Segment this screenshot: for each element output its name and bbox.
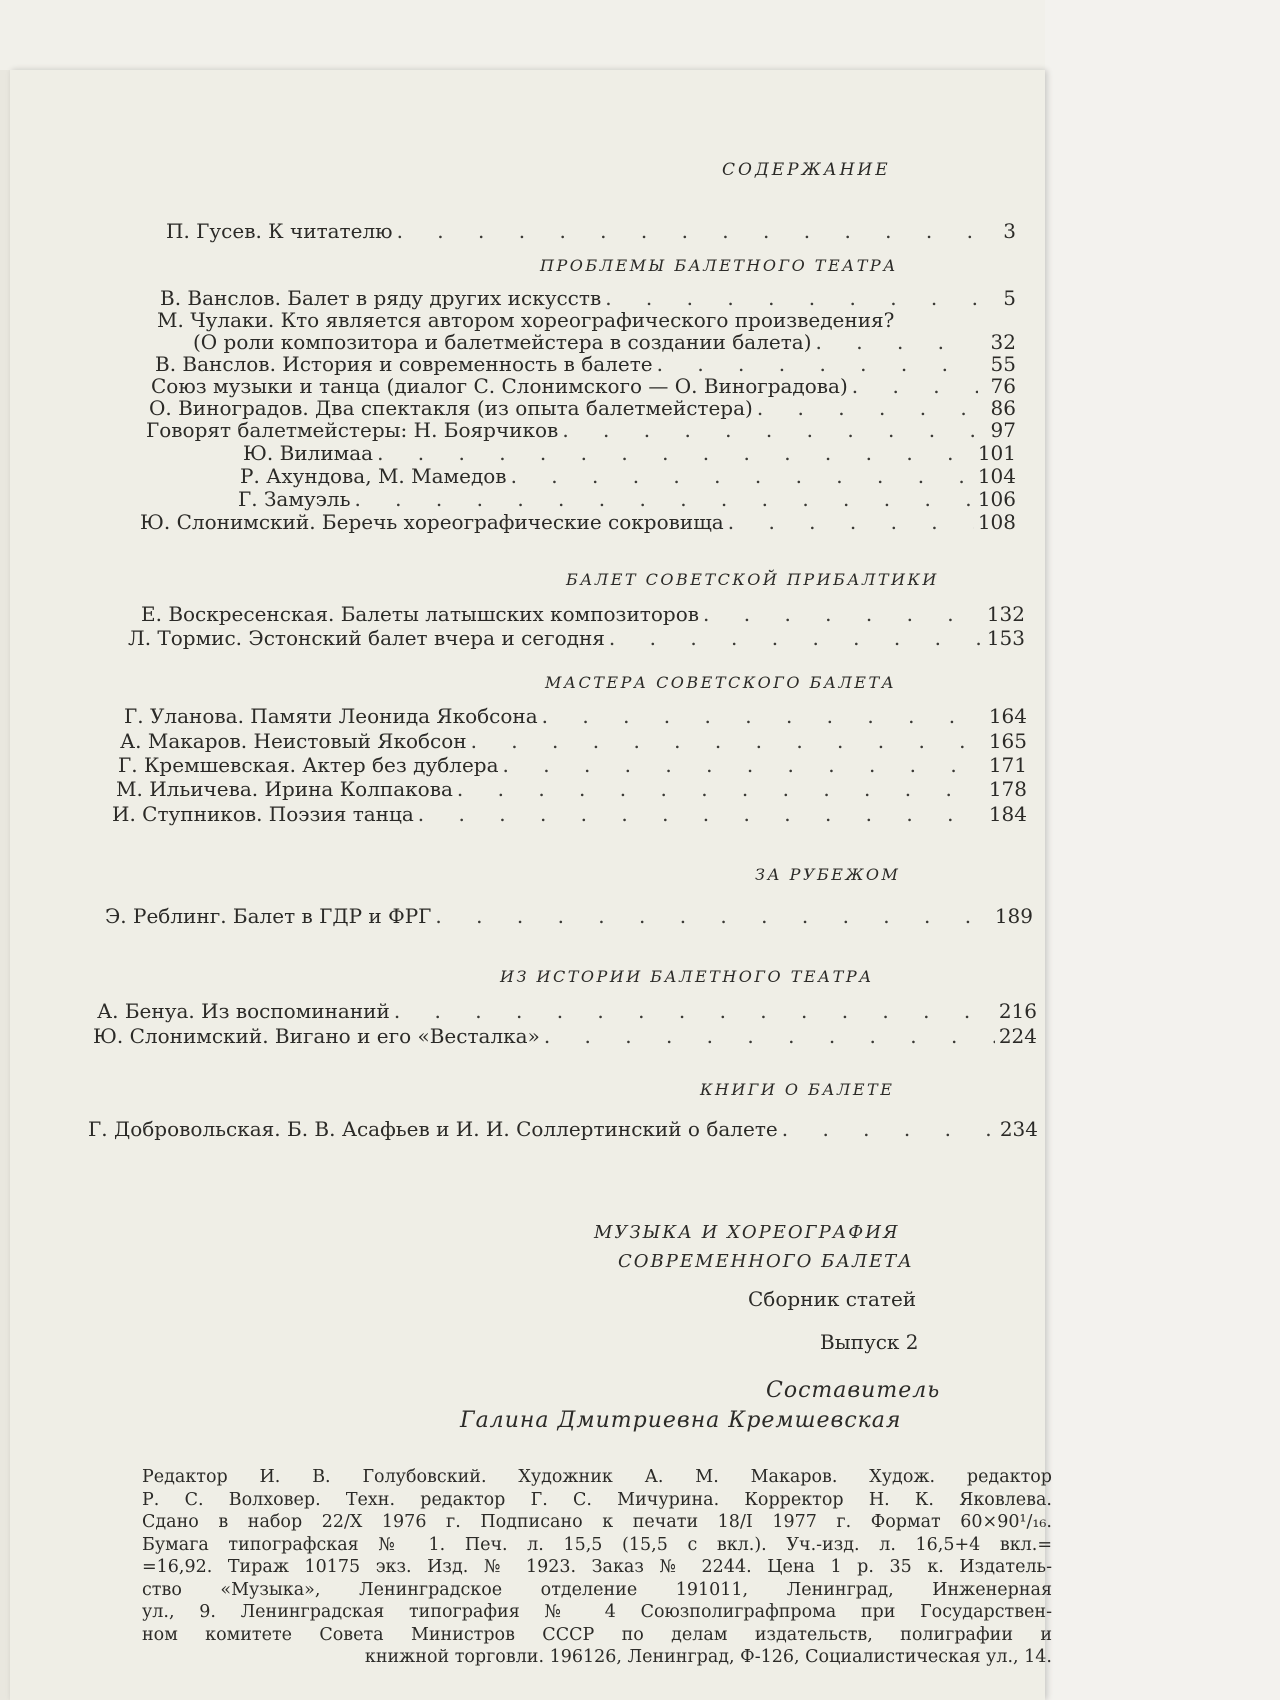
leader-dots bbox=[377, 442, 974, 464]
toc-entry bbox=[140, 511, 1016, 533]
toc-entry-page: 184 bbox=[988, 802, 1027, 826]
toc-entry-page: 234 bbox=[999, 1117, 1038, 1141]
toc-entry-text: И. Ступников. Поэзия танца bbox=[112, 802, 414, 826]
contents-title: СОДЕРЖАНИЕ bbox=[722, 160, 891, 180]
toc-entry-text: А. Бенуа. Из воспоминаний bbox=[97, 999, 390, 1023]
toc-entry-text: Г. Кремшевская. Актер без дублера bbox=[118, 753, 499, 777]
compiler-name: Галина Дмитриевна Кремшевская bbox=[460, 1408, 902, 1433]
toc-entry-text: (О роли композитора и балетмейстера в создании балета) bbox=[193, 330, 812, 354]
leader-dots bbox=[757, 397, 978, 419]
toc-entry-text: М. Чулаки. Кто является автором хореографического произведения? bbox=[157, 308, 895, 332]
toc-entry bbox=[238, 488, 1016, 510]
toc-entry-text: О. Виноградов. Два спектакля (из опыта балетмейстера) bbox=[149, 396, 753, 420]
imprint-line: ном комитете Совета Министров СССР по делам издательств, полиграфии и bbox=[142, 1624, 1052, 1645]
toc-entry bbox=[243, 442, 1016, 464]
imprint-block bbox=[142, 1466, 1052, 1669]
toc-entry-text: В. Ванслов. Балет в ряду других искусств bbox=[160, 286, 602, 310]
toc-entry-text: Г. Замуэль bbox=[238, 487, 351, 511]
leader-dots bbox=[511, 465, 974, 487]
toc-entry-text: В. Ванслов. История и современность в балете bbox=[155, 352, 653, 376]
leader-dots bbox=[852, 375, 978, 397]
toc-entry-page: 3 bbox=[1003, 219, 1016, 243]
toc-entry-page: 153 bbox=[986, 626, 1025, 650]
toc-entry-text: Г. Добровольская. Б. В. Асафьев и И. И. Соллертинский о балете bbox=[88, 1117, 778, 1141]
leader-dots bbox=[471, 730, 985, 752]
toc-entry-text: Говорят балетмейстеры: Н. Боярчиков bbox=[146, 418, 559, 442]
background-right bbox=[1045, 0, 1280, 1700]
compiler-label: Составитель bbox=[766, 1378, 941, 1403]
toc-entry-text: П. Гусев. К читателю bbox=[166, 219, 393, 243]
toc-entry-page: 164 bbox=[988, 704, 1027, 728]
section-title: МАСТЕРА СОВЕТСКОГО БАЛЕТА bbox=[545, 673, 897, 692]
leader-dots bbox=[457, 778, 985, 800]
toc-entry-text: М. Ильичева. Ирина Колпакова bbox=[116, 777, 453, 801]
toc-entry bbox=[124, 705, 1027, 727]
leader-dots bbox=[609, 627, 983, 649]
toc-entry-page: 32 bbox=[990, 330, 1016, 354]
imprint-line: Редактор И. В. Голубовский. Художник А. М. Макаров. Худож. редактор bbox=[142, 1467, 1052, 1487]
toc-entry bbox=[118, 754, 1027, 776]
toc-entry-text: Л. Тормис. Эстонский балет вчера и сегодня bbox=[128, 626, 605, 650]
issue-number: Выпуск 2 bbox=[820, 1330, 919, 1354]
section-title: ЗА РУБЕЖОМ bbox=[755, 865, 901, 884]
toc-entry bbox=[128, 627, 1025, 649]
toc-entry bbox=[151, 375, 1016, 397]
book-title-line2: СОВРЕМЕННОГО БАЛЕТА bbox=[618, 1251, 914, 1272]
toc-entry bbox=[112, 803, 1027, 825]
imprint-line: Сдано в набор 22/X 1976 г. Подписано к печати 18/I 1977 г. Формат 60×90¹/₁₆. bbox=[142, 1512, 1052, 1532]
toc-entry-text: Ю. Слонимский. Беречь хореографические сокровища bbox=[140, 510, 724, 534]
toc-entry bbox=[193, 331, 1016, 353]
book-title-line1: МУЗЫКА И ХОРЕОГРАФИЯ bbox=[594, 1222, 900, 1243]
imprint-line: ство «Музыка», Ленинградское отделение 191011, Ленинград, Инженерная bbox=[142, 1579, 1052, 1600]
toc-entry bbox=[155, 353, 1016, 375]
toc-entry-page: 132 bbox=[986, 602, 1025, 626]
toc-entry-page: 108 bbox=[977, 510, 1016, 534]
toc-entry-text: Ю. Слонимский. Вигано и его «Весталка» bbox=[93, 1024, 540, 1048]
toc-entry-text: А. Макаров. Неистовый Якобсон bbox=[120, 729, 467, 753]
toc-entry bbox=[146, 419, 1016, 441]
toc-entry-page: 97 bbox=[990, 418, 1016, 442]
toc-entry-page: 76 bbox=[990, 374, 1016, 398]
toc-entry-text: Г. Уланова. Памяти Леонида Якобсона bbox=[124, 704, 538, 728]
toc-entry-page: 101 bbox=[977, 441, 1016, 465]
toc-entry bbox=[240, 465, 1016, 487]
leader-dots bbox=[728, 511, 974, 533]
leader-dots bbox=[354, 488, 973, 510]
leader-dots bbox=[397, 220, 978, 242]
leader-dots bbox=[542, 705, 985, 727]
toc-entry-page: 178 bbox=[988, 777, 1027, 801]
section-title: ИЗ ИСТОРИИ БАЛЕТНОГО ТЕАТРА bbox=[500, 967, 874, 986]
toc-entry-page: 165 bbox=[988, 729, 1027, 753]
book-subtitle: Сборник статей bbox=[748, 1287, 917, 1311]
leader-dots bbox=[503, 754, 985, 776]
toc-entry bbox=[88, 1118, 1038, 1140]
toc-entry bbox=[160, 287, 1016, 309]
toc-entry-page: 104 bbox=[977, 464, 1016, 488]
leader-dots bbox=[605, 287, 978, 309]
section-title: ПРОБЛЕМЫ БАЛЕТНОГО ТЕАТРА bbox=[540, 256, 898, 275]
leader-dots bbox=[703, 603, 983, 625]
toc-entry bbox=[116, 778, 1027, 800]
imprint-line: ул., 9. Ленинградская типография № 4 Союзполиграфпрома при Государствен- bbox=[142, 1602, 1052, 1622]
toc-entry-page: 55 bbox=[990, 352, 1016, 376]
toc-entry-text: Р. Ахундова, М. Мамедов bbox=[240, 464, 507, 488]
toc-entry-page: 189 bbox=[994, 904, 1033, 928]
toc-entry-page: 216 bbox=[998, 999, 1037, 1023]
toc-entry-intro bbox=[166, 220, 1016, 242]
leader-dots bbox=[394, 1000, 995, 1022]
toc-entry bbox=[105, 905, 1033, 927]
toc-entry bbox=[141, 603, 1025, 625]
toc-entry-text: Союз музыки и танца (диалог С. Слонимского — О. Виноградова) bbox=[151, 374, 848, 398]
background-top bbox=[0, 0, 1045, 70]
toc-entry-text: Е. Воскресенская. Балеты латышских композиторов bbox=[141, 602, 700, 626]
leader-dots bbox=[418, 803, 985, 825]
toc-entry-page: 5 bbox=[1003, 286, 1016, 310]
section-title: БАЛЕТ СОВЕТСКОЙ ПРИБАЛТИКИ bbox=[566, 570, 939, 589]
imprint-line: =16,92. Тираж 10175 экз. Изд. № 1923. Заказ № 2244. Цена 1 р. 35 к. Издатель- bbox=[142, 1557, 1052, 1577]
imprint-line: Р. С. Волховер. Техн. редактор Г. С. Мичурина. Корректор Н. К. Яковлева. bbox=[142, 1489, 1052, 1510]
leader-dots bbox=[562, 419, 978, 441]
toc-entry-page: 171 bbox=[988, 753, 1027, 777]
toc-entry bbox=[120, 730, 1027, 752]
toc-entry-page: 106 bbox=[977, 487, 1016, 511]
leader-dots bbox=[782, 1118, 996, 1140]
toc-entry bbox=[97, 1000, 1037, 1022]
section-title: КНИГИ О БАЛЕТЕ bbox=[700, 1080, 895, 1099]
toc-entry-text: Ю. Вилимаа bbox=[243, 441, 374, 465]
imprint-line: книжной торговли. 196126, Ленинград, Ф-126, Социалистическая ул., 14. bbox=[364, 1647, 1052, 1667]
leader-dots bbox=[816, 331, 978, 353]
toc-entry bbox=[149, 397, 1016, 419]
leader-dots bbox=[435, 905, 990, 927]
leader-dots bbox=[657, 353, 978, 375]
toc-entry-page: 86 bbox=[990, 396, 1016, 420]
toc-entry bbox=[93, 1025, 1037, 1047]
imprint-line: Бумага типографская № 1. Печ. л. 15,5 (15,5 с вкл.). Уч.-изд. л. 16,5+4 вкл.= bbox=[142, 1534, 1052, 1555]
leader-dots bbox=[544, 1025, 995, 1047]
toc-entry-page: 224 bbox=[998, 1024, 1037, 1048]
toc-entry-text: Э. Реблинг. Балет в ГДР и ФРГ bbox=[105, 904, 432, 928]
